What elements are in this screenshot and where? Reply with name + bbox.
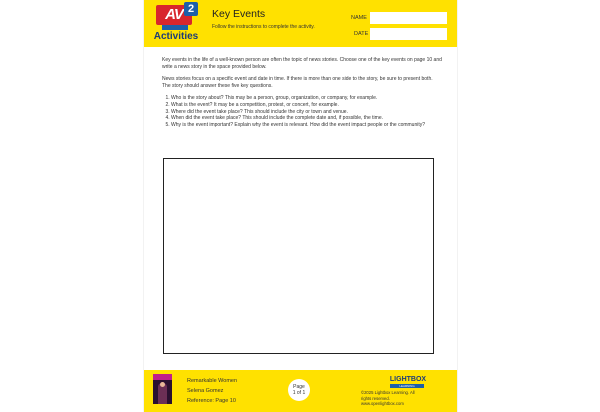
date-label: DATE (354, 31, 369, 37)
news-story-writing-area[interactable] (163, 158, 434, 354)
page-subtitle: Follow the instructions to complete the activity. (212, 24, 315, 30)
name-field[interactable] (370, 12, 447, 24)
page-count: 1 of 1 (292, 390, 306, 396)
key-questions-list (162, 95, 442, 128)
header-bar (144, 0, 457, 47)
intro-paragraph-1: Key events in the life of a well-known person are often the topic of news stories. Choose one of the key events on page 10 and write a news story in the space provided below. (162, 57, 442, 70)
footer-bar (144, 370, 457, 412)
logo-two-badge: 2 (184, 2, 198, 16)
page-number-badge (288, 379, 310, 401)
cover-band (153, 374, 172, 380)
copyright-line-1: ©2025 Lightbox Learning. All (361, 390, 415, 395)
av2-logo (150, 5, 200, 41)
page-label: Page (293, 384, 305, 390)
intro-paragraph-2: News stories focus on a specific event and date in time. If there is more than one side to the story, be sure to present both. The story should answer these five key questions. (162, 76, 433, 89)
list-item: 2. What is the event? It may be a competition, protest, or concert, for example. (171, 102, 442, 109)
date-field[interactable] (370, 28, 447, 40)
book-subject: Selena Gomez (187, 388, 224, 394)
instructions (162, 57, 442, 128)
logo-mark (156, 3, 195, 25)
book-title: Remarkable Women (187, 378, 238, 384)
book-reference: Reference: Page 10 (187, 398, 236, 404)
list-item: 3. Where did the event take place? This should include the city or town and venue. (171, 109, 442, 116)
book-cover-thumbnail (153, 374, 172, 404)
logo-underline-bar (162, 25, 188, 30)
list-item: 1. Who is the story about? This may be a person, group, organization, or company, for example. (171, 95, 442, 102)
page-title: Key Events (212, 8, 266, 20)
list-item: 4. When did the event take place? This should include the complete date and, if possible, the time. (171, 115, 442, 122)
website-link[interactable]: www.openlightbox.com (361, 401, 404, 406)
worksheet-page (144, 0, 457, 412)
lightbox-logo: LIGHTBOX (389, 376, 427, 383)
list-item: 5. Why is the event important? Explain why the event is relevant. How did the event impact people or the community? (171, 122, 442, 129)
cover-face (160, 382, 165, 387)
logo-activities-word: Activities (153, 31, 199, 42)
copyright-notice (361, 390, 441, 407)
name-label: NAME (351, 15, 367, 21)
lightbox-learning-tag: LEARNING (390, 384, 424, 388)
logo-av-text: AV (156, 5, 192, 25)
copyright-line-2: rights reserved. (361, 395, 390, 401)
